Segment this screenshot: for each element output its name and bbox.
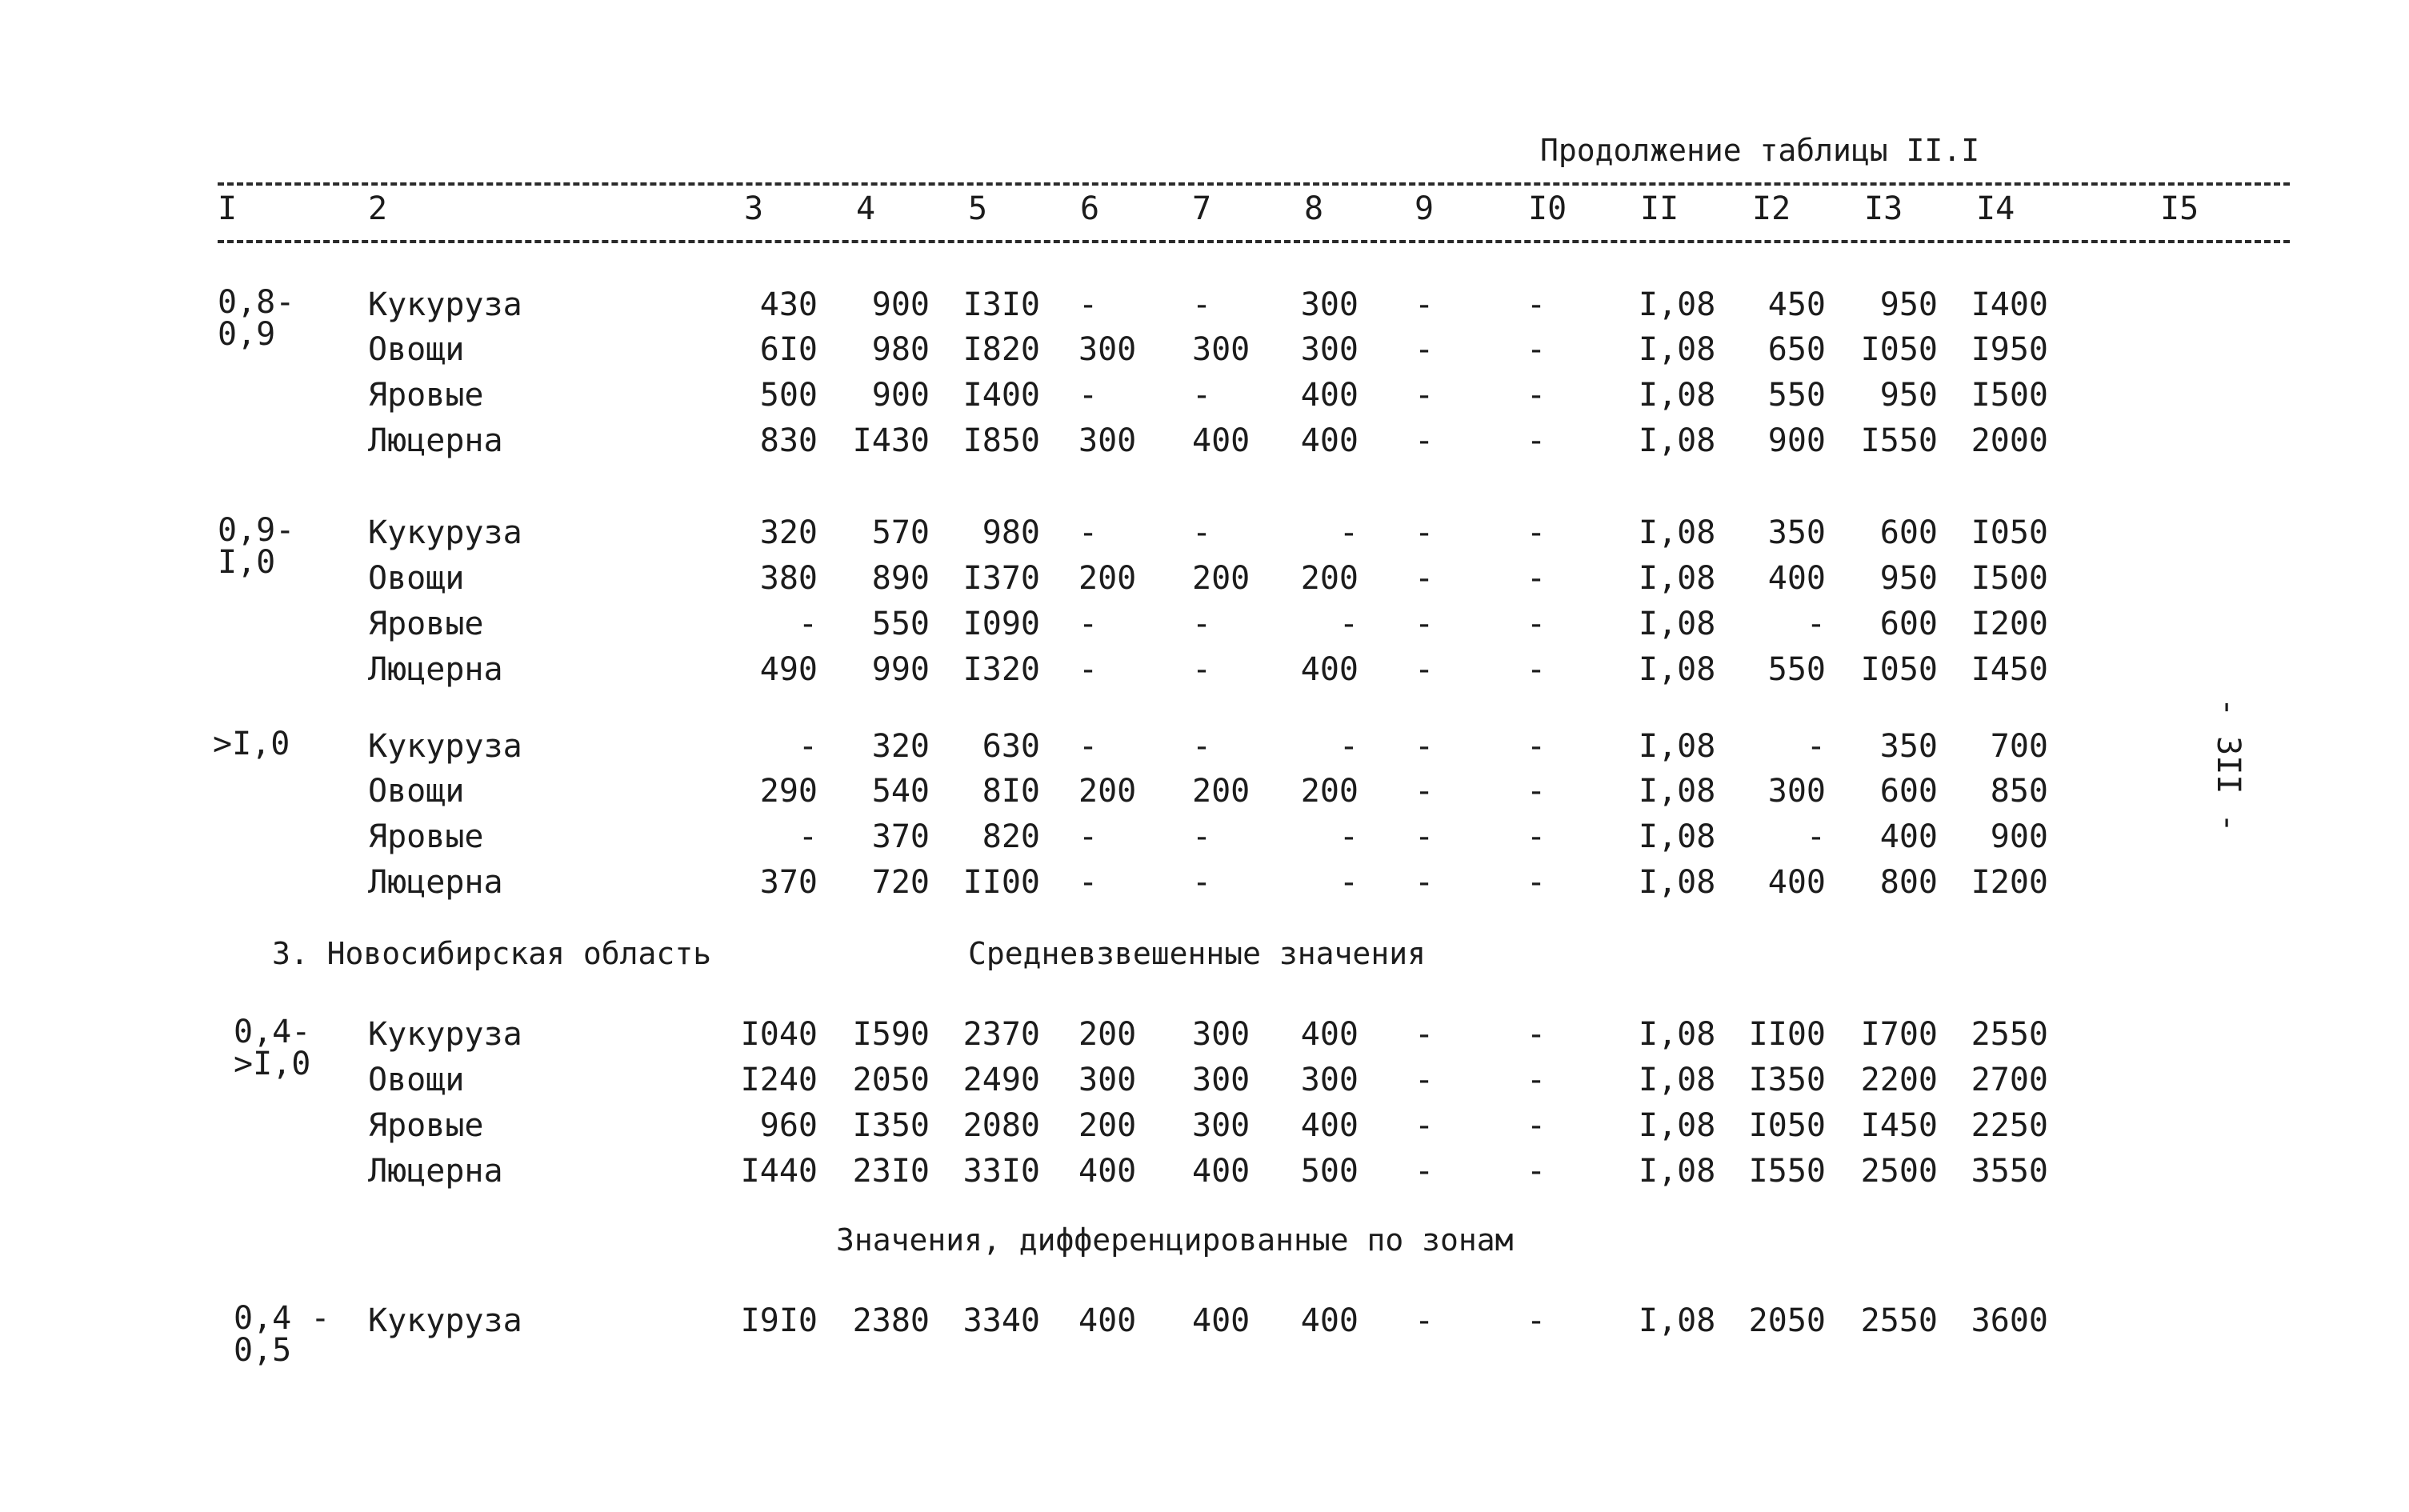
cell-c8: 400 [1300,651,1359,688]
cell-c14: 900 [1990,818,2048,855]
cell-c5: 820 [982,818,1040,855]
cell-c13: 800 [1879,864,1938,901]
cell-c10: - [1527,864,1547,901]
cell-c7: 400 [1192,1302,1251,1339]
cell-c5: I3I0 [962,286,1040,323]
crop-name: Яровые [368,818,484,855]
cell-c3: 370 [759,864,818,901]
cell-c14: 2550 [1971,1016,2048,1053]
cell-c14: 700 [1990,728,2048,765]
cell-c5: II00 [962,864,1040,901]
cell-c10: - [1527,1016,1547,1053]
cell-c9: - [1415,377,1435,414]
cell-c8: 200 [1300,773,1359,810]
cell-c11: I,08 [1639,331,1716,368]
cell-c4: 980 [871,331,930,368]
cell-c4: 370 [871,818,930,855]
crop-name: Люцерна [368,422,503,459]
crop-name: Яровые [368,377,484,414]
cell-c9: - [1415,1107,1435,1144]
column-header-7: 7 [1192,190,1212,227]
cell-c6: - [1078,818,1098,855]
cell-c13: I050 [1860,651,1938,688]
cell-c8: 400 [1300,1302,1359,1339]
cell-c8: 300 [1300,286,1359,323]
cell-c14: 3600 [1971,1302,2048,1339]
cell-c6: - [1078,286,1098,323]
cell-c14: I500 [1971,560,2048,597]
cell-c10: - [1527,1302,1547,1339]
cell-c12: 450 [1767,286,1826,323]
cell-c10: - [1527,422,1547,459]
crop-name: Яровые [368,1107,484,1144]
cell-c5: I820 [962,331,1040,368]
cell-c7: 300 [1192,1016,1251,1053]
cell-c9: - [1415,1153,1435,1190]
cell-c7: 400 [1192,1153,1251,1190]
cell-c5: 980 [982,514,1040,551]
crop-name: Овощи [368,560,465,597]
cell-c8: - [1339,864,1359,901]
cell-c11: I,08 [1639,728,1716,765]
cell-c3: 430 [759,286,818,323]
cell-c4: 2050 [852,1062,930,1098]
cell-c14: I200 [1971,606,2048,642]
cell-c10: - [1527,377,1547,414]
cell-c3: I9I0 [740,1302,818,1339]
cell-c14: 2700 [1971,1062,2048,1098]
cell-c4: I430 [852,422,930,459]
cell-c4: 23I0 [852,1153,930,1190]
cell-c13: I550 [1860,422,1938,459]
range-label: 0,9- I,0 [218,512,295,581]
column-header-15: I5 [2160,190,2199,227]
cell-c9: - [1415,422,1435,459]
header-top-rule [218,182,2290,186]
cell-c8: 400 [1300,377,1359,414]
cell-c12: 550 [1767,651,1826,688]
cell-c8: - [1339,728,1359,765]
cell-c11: I,08 [1639,864,1716,901]
column-header-1: I [218,190,238,227]
cell-c8: 300 [1300,1062,1359,1098]
cell-c10: - [1527,286,1547,323]
cell-c3: 6I0 [759,331,818,368]
crop-name: Люцерна [368,1153,503,1190]
cell-c11: I,08 [1639,606,1716,642]
crop-name: Овощи [368,331,465,368]
cell-c11: I,08 [1639,651,1716,688]
page-number: - 3II - [2210,698,2247,833]
cell-c9: - [1415,651,1435,688]
cell-c8: - [1339,818,1359,855]
range-label: 0,8- 0,9 [218,284,295,353]
cell-c7: - [1192,286,1212,323]
cell-c6: 300 [1078,1062,1137,1098]
cell-c8: 500 [1300,1153,1359,1190]
cell-c12: I550 [1748,1153,1826,1190]
crop-name: Кукуруза [368,286,522,323]
cell-c13: 600 [1879,773,1938,810]
cell-c14: I050 [1971,514,2048,551]
cell-c10: - [1527,651,1547,688]
column-header-13: I3 [1864,190,1903,227]
cell-c4: 570 [871,514,930,551]
cell-c7: - [1192,377,1212,414]
column-header-5: 5 [968,190,988,227]
cell-c9: - [1415,606,1435,642]
crop-name: Кукуруза [368,1302,522,1339]
crop-name: Люцерна [368,651,503,688]
cell-c5: I090 [962,606,1040,642]
cell-c7: 300 [1192,331,1251,368]
cell-c7: 200 [1192,773,1251,810]
cell-c12: 300 [1767,773,1826,810]
cell-c14: I950 [1971,331,2048,368]
cell-c13: I050 [1860,331,1938,368]
cell-c6: - [1078,864,1098,901]
cell-c5: 2080 [962,1107,1040,1144]
crop-name: Кукуруза [368,728,522,765]
cell-c7: 200 [1192,560,1251,597]
column-header-6: 6 [1080,190,1100,227]
column-header-10: I0 [1528,190,1567,227]
range-label: 0,4- >I,0 [234,1014,311,1082]
cell-c10: - [1527,514,1547,551]
crop-name: Кукуруза [368,1016,522,1053]
cell-c5: 630 [982,728,1040,765]
cell-c4: 320 [871,728,930,765]
cell-c10: - [1527,560,1547,597]
cell-c6: 400 [1078,1153,1137,1190]
cell-c4: 900 [871,286,930,323]
cell-c11: I,08 [1639,773,1716,810]
cell-c6: 400 [1078,1302,1137,1339]
cell-c8: 200 [1300,560,1359,597]
cell-c7: 400 [1192,422,1251,459]
cell-c12: 2050 [1748,1302,1826,1339]
cell-c9: - [1415,728,1435,765]
cell-c4: I590 [852,1016,930,1053]
cell-c8: 400 [1300,1107,1359,1144]
cell-c9: - [1415,864,1435,901]
cell-c3: 960 [759,1107,818,1144]
table-caption: Продолжение таблицы II.I [1540,133,1980,168]
cell-c4: 990 [871,651,930,688]
cell-c10: - [1527,728,1547,765]
cell-c13: 600 [1879,606,1938,642]
cell-c7: - [1192,514,1212,551]
cell-c9: - [1415,1302,1435,1339]
cell-c10: - [1527,1107,1547,1144]
cell-c3: 490 [759,651,818,688]
cell-c12: - [1806,606,1826,642]
cell-c9: - [1415,331,1435,368]
cell-c14: 2250 [1971,1107,2048,1144]
crop-name: Овощи [368,1062,465,1098]
column-header-3: 3 [744,190,764,227]
column-header-4: 4 [856,190,876,227]
section-title-weighted: Средневзвешенные значения [968,936,1426,971]
cell-c13: 2500 [1860,1153,1938,1190]
cell-c3: - [798,606,818,642]
crop-name: Яровые [368,606,484,642]
cell-c9: - [1415,818,1435,855]
cell-c6: 200 [1078,773,1137,810]
cell-c7: - [1192,606,1212,642]
cell-c5: I320 [962,651,1040,688]
cell-c12: 400 [1767,864,1826,901]
cell-c9: - [1415,773,1435,810]
cell-c9: - [1415,1062,1435,1098]
column-header-9: 9 [1415,190,1435,227]
cell-c3: 380 [759,560,818,597]
cell-c11: I,08 [1639,377,1716,414]
cell-c7: - [1192,818,1212,855]
cell-c8: 400 [1300,1016,1359,1053]
cell-c4: 540 [871,773,930,810]
cell-c13: 950 [1879,560,1938,597]
cell-c3: I240 [740,1062,818,1098]
cell-c6: - [1078,728,1098,765]
cell-c8: - [1339,606,1359,642]
cell-c13: 2200 [1860,1062,1938,1098]
cell-c9: - [1415,560,1435,597]
cell-c12: - [1806,818,1826,855]
cell-c11: I,08 [1639,1107,1716,1144]
cell-c8: 300 [1300,331,1359,368]
cell-c12: 900 [1767,422,1826,459]
cell-c12: - [1806,728,1826,765]
cell-c12: 350 [1767,514,1826,551]
crop-name: Кукуруза [368,514,522,551]
cell-c4: 890 [871,560,930,597]
cell-c5: 33I0 [962,1153,1040,1190]
cell-c7: 300 [1192,1107,1251,1144]
cell-c6: 300 [1078,422,1137,459]
header-bottom-rule [218,240,2290,243]
cell-c12: I350 [1748,1062,1826,1098]
cell-c8: 400 [1300,422,1359,459]
range-label: >I,0 [213,726,290,762]
crop-name: Овощи [368,773,465,810]
cell-c3: I040 [740,1016,818,1053]
cell-c13: I450 [1860,1107,1938,1144]
cell-c11: I,08 [1639,1153,1716,1190]
cell-c10: - [1527,331,1547,368]
column-header-11: II [1640,190,1679,227]
cell-c11: I,08 [1639,286,1716,323]
cell-c9: - [1415,1016,1435,1053]
cell-c13: 600 [1879,514,1938,551]
cell-c12: 650 [1767,331,1826,368]
cell-c13: 950 [1879,286,1938,323]
cell-c3: - [798,728,818,765]
cell-c6: - [1078,606,1098,642]
cell-c11: I,08 [1639,560,1716,597]
cell-c3: 290 [759,773,818,810]
cell-c7: - [1192,651,1212,688]
cell-c10: - [1527,1153,1547,1190]
cell-c4: 720 [871,864,930,901]
cell-c11: I,08 [1639,422,1716,459]
cell-c4: I350 [852,1107,930,1144]
cell-c6: 200 [1078,1016,1137,1053]
cell-c5: I370 [962,560,1040,597]
cell-c11: I,08 [1639,1302,1716,1339]
cell-c3: 320 [759,514,818,551]
cell-c3: - [798,818,818,855]
cell-c14: I200 [1971,864,2048,901]
cell-c9: - [1415,286,1435,323]
cell-c12: I050 [1748,1107,1826,1144]
cell-c14: I450 [1971,651,2048,688]
cell-c11: I,08 [1639,1016,1716,1053]
cell-c7: 300 [1192,1062,1251,1098]
cell-c12: 400 [1767,560,1826,597]
cell-c5: 2490 [962,1062,1040,1098]
cell-c5: 3340 [962,1302,1040,1339]
column-header-8: 8 [1304,190,1324,227]
cell-c13: 950 [1879,377,1938,414]
cell-c14: 3550 [1971,1153,2048,1190]
cell-c6: 200 [1078,560,1137,597]
column-header-2: 2 [368,190,388,227]
cell-c5: 8I0 [982,773,1040,810]
cell-c10: - [1527,773,1547,810]
cell-c14: I500 [1971,377,2048,414]
cell-c6: - [1078,514,1098,551]
cell-c13: I700 [1860,1016,1938,1053]
cell-c6: 300 [1078,331,1137,368]
cell-c12: 550 [1767,377,1826,414]
section-title-zones: Значения, дифференцированные по зонам [836,1222,1514,1258]
cell-c11: I,08 [1639,514,1716,551]
cell-c13: 350 [1879,728,1938,765]
cell-c5: I850 [962,422,1040,459]
column-header-12: I2 [1752,190,1791,227]
cell-c3: I440 [740,1153,818,1190]
cell-c6: - [1078,377,1098,414]
cell-c14: 2000 [1971,422,2048,459]
cell-c10: - [1527,818,1547,855]
cell-c10: - [1527,1062,1547,1098]
column-header-14: I4 [1976,190,2015,227]
cell-c11: I,08 [1639,1062,1716,1098]
cell-c6: 200 [1078,1107,1137,1144]
cell-c4: 2380 [852,1302,930,1339]
range-label: 0,4 - 0,5 [234,1300,330,1369]
cell-c11: I,08 [1639,818,1716,855]
cell-c10: - [1527,606,1547,642]
cell-c12: II00 [1748,1016,1826,1053]
cell-c7: - [1192,864,1212,901]
cell-c4: 900 [871,377,930,414]
cell-c3: 500 [759,377,818,414]
cell-c5: 2370 [962,1016,1040,1053]
cell-c7: - [1192,728,1212,765]
crop-name: Люцерна [368,864,503,901]
cell-c4: 550 [871,606,930,642]
section-title-region: 3. Новосибирская область [272,936,712,971]
cell-c9: - [1415,514,1435,551]
cell-c8: - [1339,514,1359,551]
cell-c14: 850 [1990,773,2048,810]
cell-c3: 830 [759,422,818,459]
cell-c14: I400 [1971,286,2048,323]
cell-c13: 2550 [1860,1302,1938,1339]
cell-c6: - [1078,651,1098,688]
cell-c5: I400 [962,377,1040,414]
cell-c13: 400 [1879,818,1938,855]
